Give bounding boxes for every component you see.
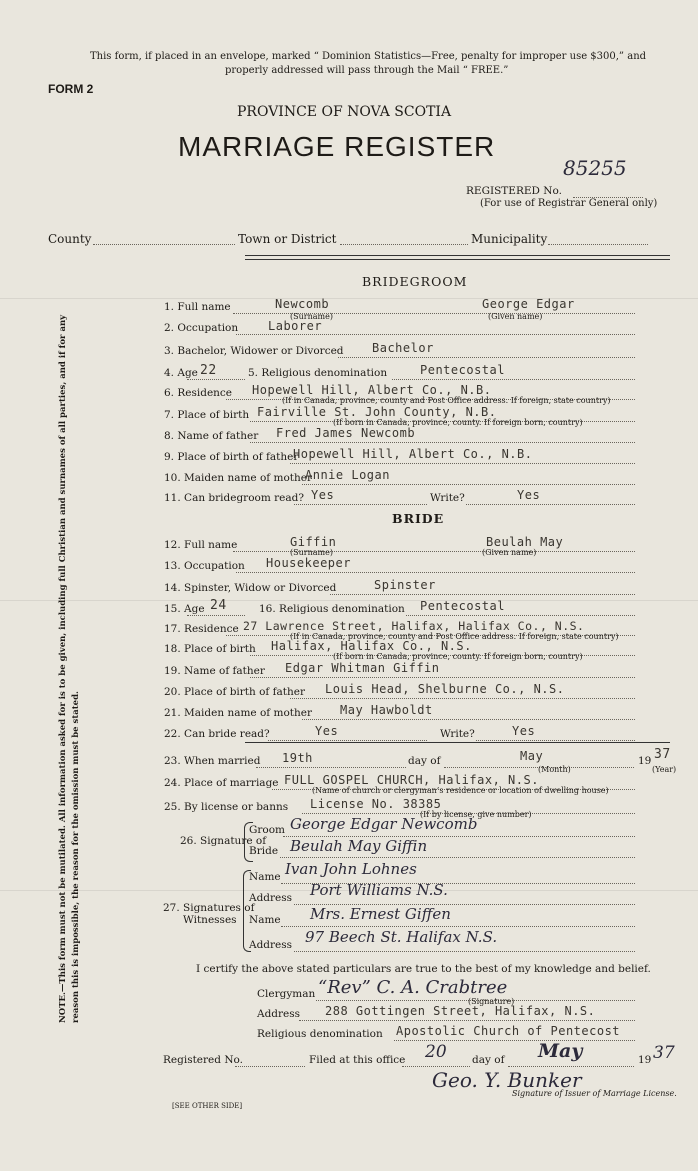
bride-father-birthplace: Louis Head, Shelburne Co., N.S. — [325, 682, 565, 696]
registered-no-label-footer: Registered No. — [163, 1054, 243, 1066]
groom-occupation: Laborer — [268, 319, 323, 333]
witness2-address-label: Address — [249, 939, 293, 951]
bride-age: 24 — [210, 598, 227, 613]
bride-residence-label: 17. Residence — [164, 623, 239, 635]
clergyman-denomination-label: Religious denomination — [257, 1028, 383, 1040]
registrar-note: (For use of Registrar General only) — [480, 198, 658, 209]
province-heading: PROVINCE OF NOVA SCOTIA — [237, 104, 452, 120]
groom-signature: George Edgar Newcomb — [290, 815, 478, 833]
groom-sig-label: Groom — [249, 824, 286, 836]
municipality-label: Municipality — [471, 232, 548, 246]
groom-fullname-label: 1. Full name — [164, 301, 231, 313]
filed-year-prefix: 19 — [638, 1054, 652, 1066]
groom-residence: Hopewell Hill, Albert Co., N.B. — [252, 383, 492, 397]
place-hint: (Name of church or clergyman’s residence or location of dwelling house) — [312, 786, 609, 795]
county-label: County — [48, 232, 92, 246]
license-label: 25. By license or banns — [164, 801, 289, 813]
when-married-label: 23. When married — [164, 755, 261, 767]
bride-age-label: 15. Age — [164, 603, 205, 615]
groom-mother-label: 10. Maiden name of mother — [164, 472, 313, 484]
clergyman-address: 288 Gottingen Street, Halifax, N.S. — [325, 1004, 596, 1018]
bride-write-label: Write? — [440, 728, 475, 740]
groom-read-label: 11. Can bridegroom read? — [164, 492, 304, 504]
bride-can-write: Yes — [512, 724, 536, 738]
groom-father-birthplace-label: 9. Place of birth of father — [164, 451, 299, 463]
married-day: 19th — [282, 751, 313, 765]
registered-number-handwritten: 85255 — [563, 156, 627, 180]
married-year: 37 — [654, 747, 671, 762]
page-title: MARRIAGE REGISTER — [178, 131, 496, 162]
witness1-address: Port Williams N.S. — [310, 881, 448, 899]
see-other-side: [SEE OTHER SIDE] — [172, 1102, 243, 1110]
groom-birthplace-label: 7. Place of birth — [164, 409, 250, 421]
clergyman-denomination: Apostolic Church of Pentecost — [396, 1024, 621, 1038]
bride-given-name: Beulah May — [486, 535, 564, 549]
groom-denomination-label: 5. Religious denomination — [248, 367, 388, 379]
filed-year: 37 — [653, 1043, 675, 1063]
married-month: May — [520, 749, 544, 763]
witness1-name: Ivan John Lohnes — [285, 860, 417, 878]
bride-birthplace-label: 18. Place of birth — [164, 643, 256, 655]
groom-write-label: Write? — [430, 492, 465, 504]
certification-statement: I certify the above stated particulars are true to the best of my knowledge and belief. — [196, 963, 651, 975]
bridegroom-heading: BRIDEGROOM — [362, 274, 468, 289]
witness1-name-label: Name — [249, 871, 281, 883]
groom-birthplace: Fairville St. John County, N.B. — [257, 405, 497, 419]
bride-denomination: Pentecostal — [420, 599, 505, 613]
bride-residence-hint: (If in Canada, province, county and Post Office address. If foreign, state country) — [290, 632, 619, 641]
town-label: Town or District — [238, 232, 337, 246]
groom-mother: Annie Logan — [305, 468, 390, 482]
bride-birthplace-hint: (If born in Canada, province, county. If foreign born, country) — [333, 652, 583, 661]
filed-month: May — [538, 1040, 583, 1062]
registered-no-label: REGISTERED No. — [466, 185, 562, 197]
residence-hint: (If in Canada, province, county and Post Office address. If foreign, state country) — [282, 396, 611, 405]
given-name-hint: (Given name) — [488, 312, 543, 321]
groom-status-label: 3. Bachelor, Widower or Divorced — [164, 345, 344, 357]
year-hint: (Year) — [652, 765, 677, 774]
bride-heading: BRIDE — [392, 511, 445, 526]
groom-can-write: Yes — [517, 488, 541, 502]
clergyman-signature: “Rev” C. A. Crabtree — [318, 977, 508, 998]
groom-surname: Newcomb — [275, 297, 330, 311]
bride-birthplace: Halifax, Halifax Co., N.S. — [271, 639, 472, 653]
groom-father: Fred James Newcomb — [276, 426, 416, 440]
license-hint: (If by license, give number) — [420, 810, 532, 819]
witness2-name: Mrs. Ernest Giffen — [310, 905, 451, 923]
bride-denomination-label: 16. Religious denomination — [259, 603, 405, 615]
groom-father-birthplace: Hopewell Hill, Albert Co., N.B. — [293, 447, 533, 461]
place-of-marriage-label: 24. Place of marriage — [164, 777, 279, 789]
bride-read-label: 22. Can bride read? — [164, 728, 270, 740]
bride-signature: Beulah May Giffin — [290, 837, 428, 855]
bride-fullname-label: 12. Full name — [164, 539, 238, 551]
bride-father-birthplace-label: 20. Place of birth of father — [164, 686, 306, 698]
license-number: License No. 38385 — [310, 797, 442, 811]
groom-status: Bachelor — [372, 341, 434, 355]
filed-label: Filed at this office — [309, 1054, 406, 1066]
groom-can-read: Yes — [311, 488, 335, 502]
groom-father-label: 8. Name of father — [164, 430, 259, 442]
bride-status-label: 14. Spinster, Widow or Divorced — [164, 582, 337, 594]
bride-mother: May Hawboldt — [340, 703, 433, 717]
surname-hint: (Surname) — [290, 312, 333, 321]
bride-status: Spinster — [374, 578, 436, 592]
bride-father-label: 19. Name of father — [164, 665, 265, 677]
bride-mother-label: 21. Maiden name of mother — [164, 707, 313, 719]
groom-age: 22 — [200, 363, 217, 378]
filed-day: 20 — [425, 1042, 447, 1062]
form-number: FORM 2 — [48, 82, 94, 96]
postal-notice-line1: This form, if placed in an envelope, marked “ Dominion Statistics—Free, penalty for improper use $300,” and — [90, 51, 647, 62]
witness2-address: 97 Beech St. Halifax N.S. — [305, 928, 498, 946]
clergyman-address-label: Address — [257, 1008, 301, 1020]
groom-given-name: George Edgar — [482, 297, 575, 311]
bride-residence: 27 Lawrence Street, Halifax, Halifax Co., N.S. — [243, 619, 585, 633]
issuer-signature: Geo. Y. Bunker — [432, 1068, 582, 1092]
issuer-hint: Signature of Issuer of Marriage License. — [512, 1089, 677, 1098]
year-prefix: 19 — [638, 755, 652, 767]
groom-age-label: 4. Age — [164, 367, 198, 379]
bride-surname: Giffin — [290, 535, 337, 549]
witness1-address-label: Address — [249, 892, 293, 904]
witnesses-label: 27. Signatures of — [163, 902, 255, 914]
filed-day-of-label: day of — [472, 1054, 505, 1066]
witnesses-label-2: Witnesses — [183, 914, 237, 926]
clergyman-label: Clergyman — [257, 988, 316, 1000]
bride-occupation: Housekeeper — [266, 556, 351, 570]
witness2-name-label: Name — [249, 914, 281, 926]
postal-notice-line2: properly addressed will pass through the Mail “ FREE.” — [225, 65, 509, 76]
groom-occupation-label: 2. Occupation — [164, 322, 239, 334]
day-of-label: day of — [408, 755, 441, 767]
side-note: NOTE.—This form must not be mutilated. All information asked for is to be given, including full Christian and surnames of all parties, and if for any reason this is impossible, the reason for the omission must be stated. — [58, 314, 81, 1023]
signature-hint: (Signature) — [468, 997, 515, 1006]
month-hint: (Month) — [538, 765, 571, 774]
birthplace-hint: (If born in Canada, province, county. If foreign born, country) — [333, 418, 583, 427]
bride-occupation-label: 13. Occupation — [164, 560, 245, 572]
signature-of-label: 26. Signature of — [180, 835, 267, 847]
bride-can-read: Yes — [315, 724, 339, 738]
groom-residence-label: 6. Residence — [164, 387, 233, 399]
groom-denomination: Pentecostal — [420, 363, 505, 377]
bride-given-hint: (Given name) — [482, 548, 537, 557]
bride-father: Edgar Whitman Giffin — [285, 661, 440, 675]
bride-sig-label: Bride — [249, 845, 279, 857]
bride-surname-hint: (Surname) — [290, 548, 333, 557]
place-of-marriage: FULL GOSPEL CHURCH, Halifax, N.S. — [284, 773, 539, 787]
